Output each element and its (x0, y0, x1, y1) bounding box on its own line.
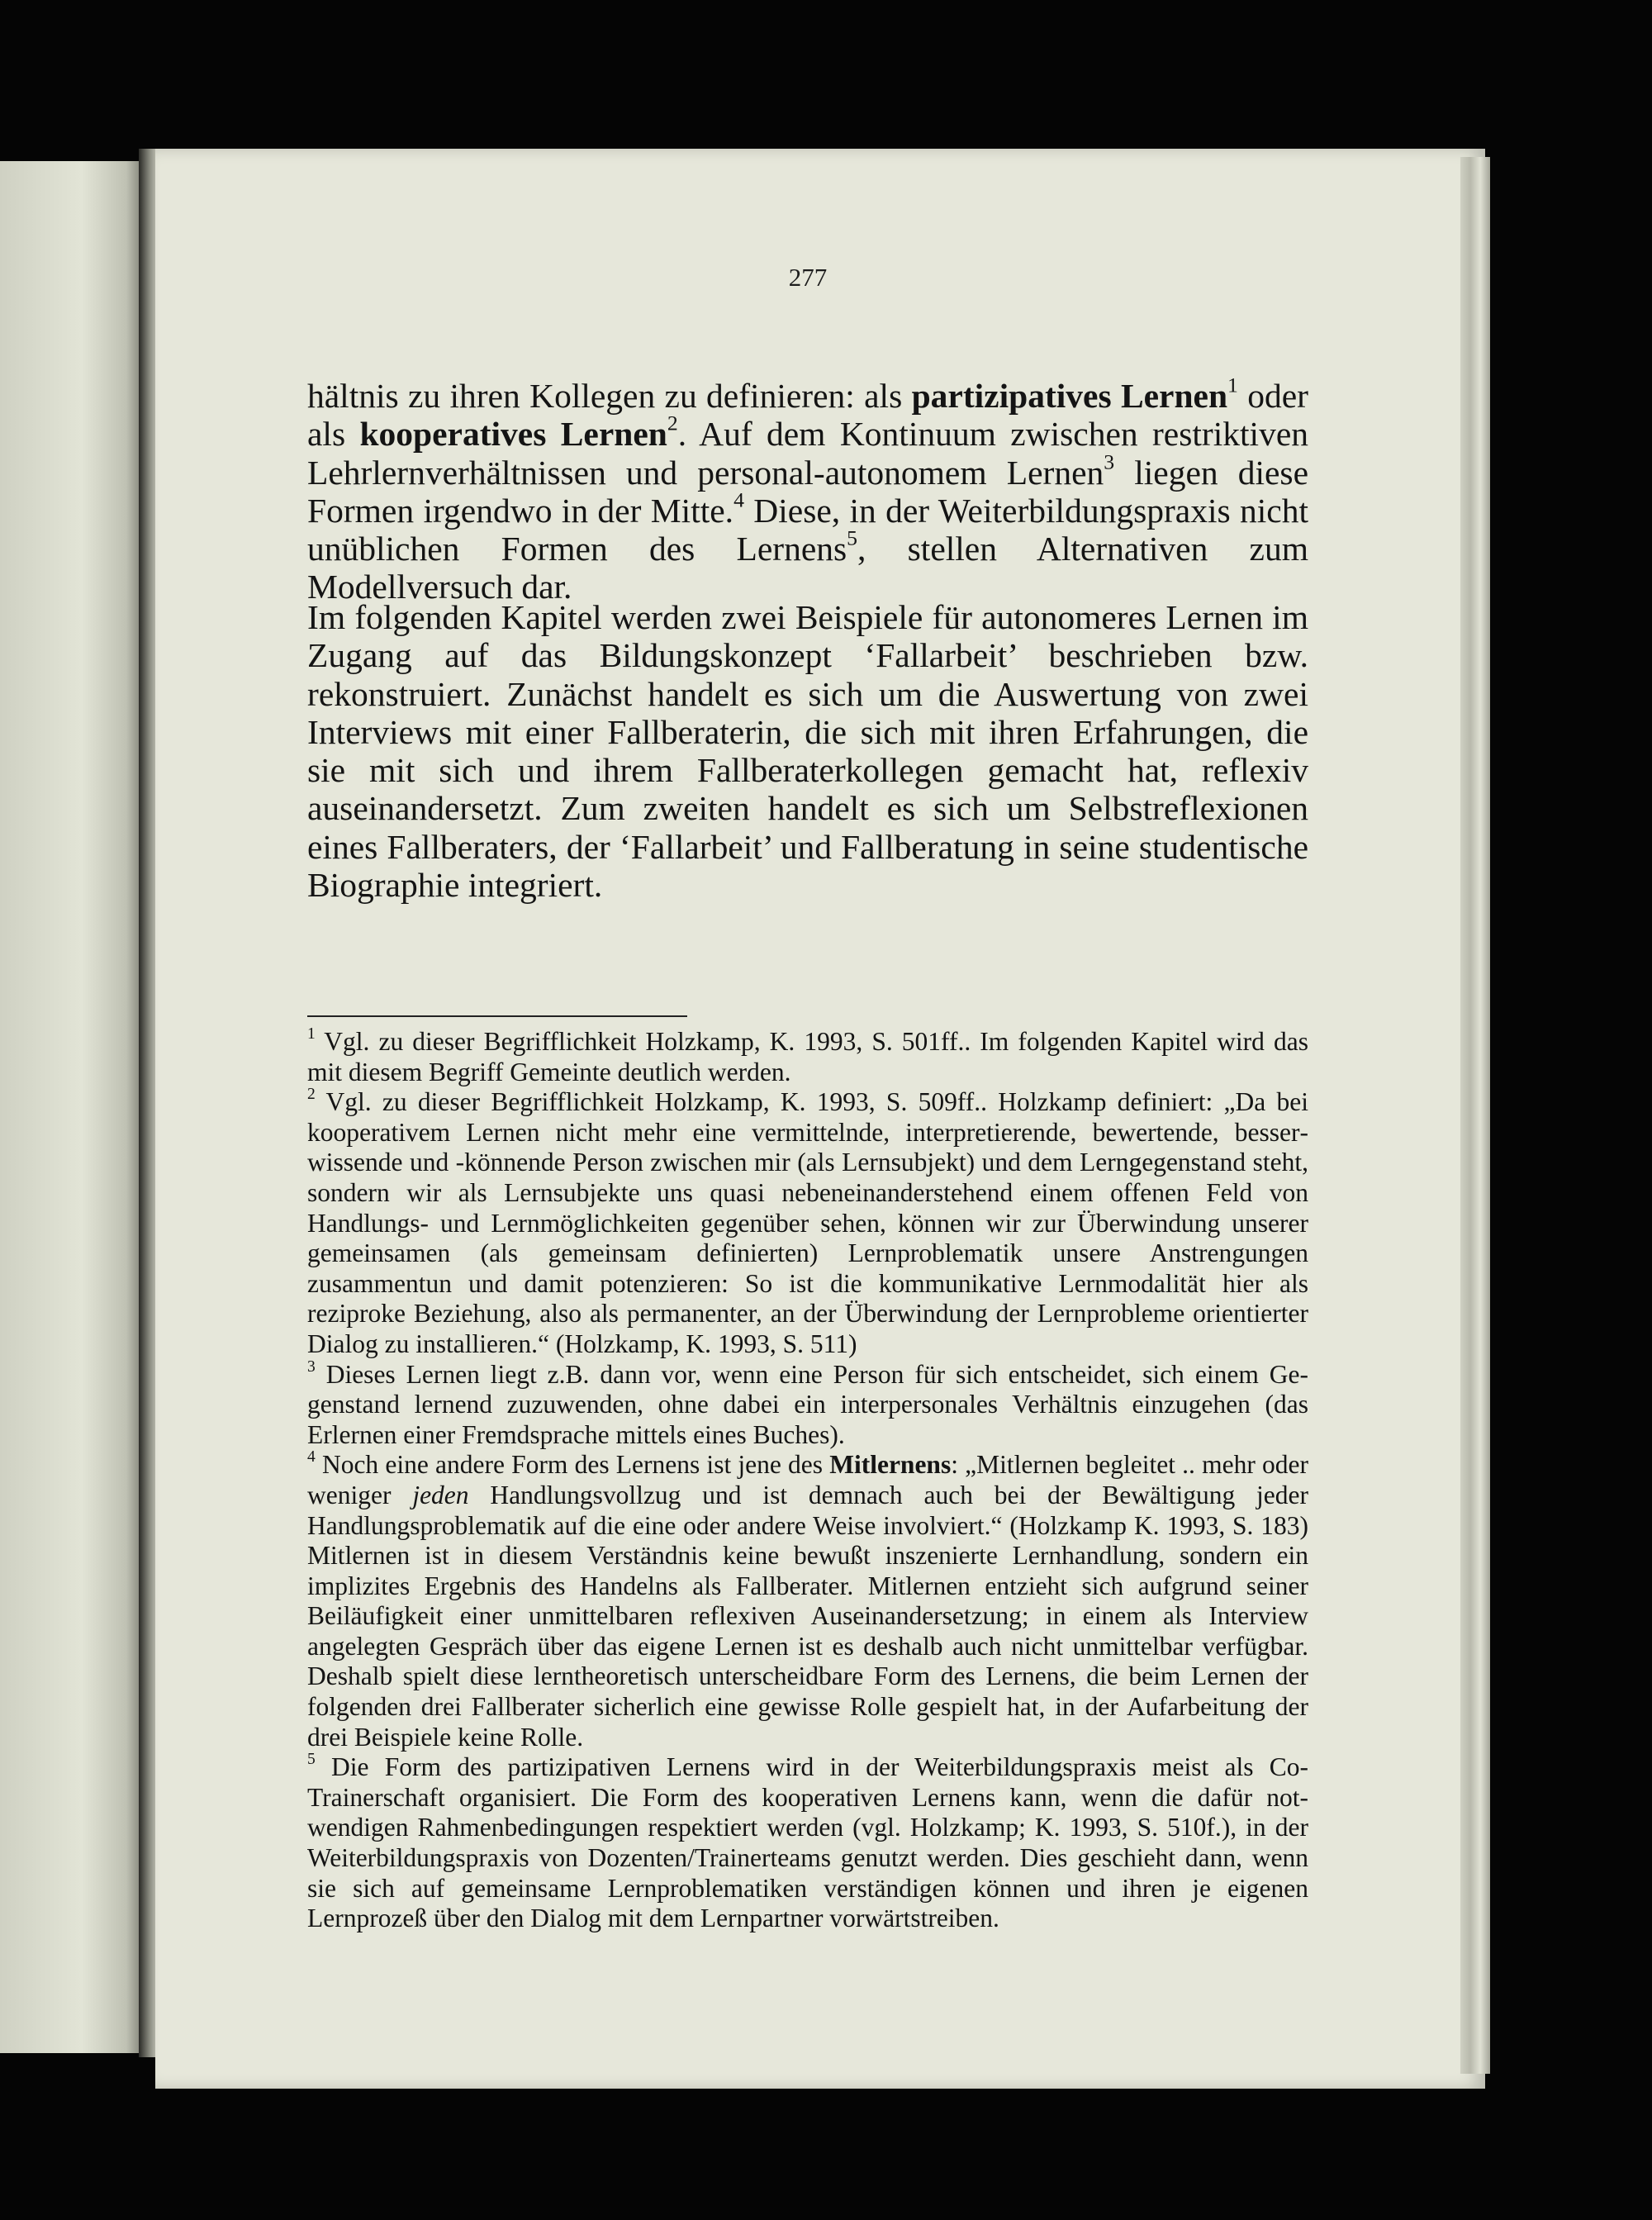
footnote-text: Die Form des partizipativen Lernens wird in der Weiterbildungspraxis meist als Co-Trainerschaft organisiert. Die Form des kooperativen Lernens kann, wenn die dafür notwendigen Rahmenbedingungen respektiert werden (vgl. Holzkamp; K. 1993, S. 510f.), in der Weiterbildungspraxis von Dozenten/Trainerteams genutzt werden. Dies geschieht dann, wenn sie sich auf gemeinsame Lernproblematiken verständigen können und ihren je eigenen Lernprozeß über den Dialog mit dem Lernpartner vorwärtstreiben. (307, 1752, 1308, 1933)
page-number: 277 (788, 263, 828, 292)
footnote-ref-2: 2 (667, 411, 678, 435)
footnote-4 (307, 1450, 1308, 1752)
text-run: liegen diese Formen irgendwo in der Mitte. (307, 453, 1308, 530)
footnote-3 (307, 1357, 1308, 1451)
footnote-ref-3: 3 (1104, 449, 1115, 474)
page-stack-edge (1460, 157, 1490, 2074)
footnote-ref-1: 1 (1227, 373, 1238, 397)
emphasis-jeden: jeden (412, 1480, 469, 1509)
footnote-1 (307, 1024, 1308, 1087)
footnote-divider (307, 1015, 687, 1017)
footnote-text: : „Mitlernen begleitet .. mehr oder weniger (307, 1450, 1309, 1509)
footnote-2 (307, 1087, 1308, 1359)
term-mitlernen: Mitlernens (829, 1450, 952, 1480)
text-run: . Auf dem Kontinuum zwischen restriktiven Lehrlernverhältnissen und personal-autonomem Lernen (307, 415, 1308, 492)
text-run: hältnis zu ihren Kollegen zu definieren: als (307, 377, 912, 415)
body-paragraph-1 (307, 373, 1308, 606)
footnote-text: Vgl. zu dieser Begrifflichkeit Holzkamp, K. 1993, S. 501ff.. Im folgenden Kapitel wird das mit diesem Begriff Gemeinte deutlich werden. (307, 1027, 1308, 1086)
term-participatory-learning: partizipatives Lernen (911, 377, 1228, 415)
footnote-text: Dieses Lernen liegt z.B. dann vor, wenn eine Person für sich entscheidet, sich einem Gegenstand lernend zuzuwenden, ohne dabei ein interpersonales Verhältnis einzugehen (das Erlernen einer Fremdsprache mittels eines Buches). (307, 1359, 1308, 1449)
footnote-ref-4: 4 (733, 487, 744, 512)
text-run: oder als (307, 377, 1308, 454)
footnote-number: 5 (307, 1751, 316, 1769)
footnote-number: 2 (307, 1086, 316, 1104)
footnote-number: 4 (307, 1448, 316, 1467)
footnote-text: Vgl. zu dieser Begrifflichkeit Holzkamp, K. 1993, S. 509ff.. Holzkamp definiert: „Da bei kooperativem Lernen nicht mehr eine vermittelnde, interpretierende, bewertende, besserwissende und -könnende Person zwischen mir (als Lernsubjekt) und dem Lerngegenstand steht, sondern wir als Lernsubjekte uns quasi nebeneinanderstehend einem offenen Feld von Handlungs- und Lernmöglichkeiten gegenüber sehen, können wir zur Überwindung unserer gemeinsamen (als gemeinsam definierten) Lernproblematik unsere Anstrengungen zusammentun und damit potenzieren: So ist die kommunikative Lernmodalität hier als reziproke Beziehung, also als permanenter, an der Überwindung der Lernprobleme orientierter Dialog zu installieren.“ (Holzkamp, K. 1993, S. 511) (307, 1087, 1308, 1358)
footnote-5 (307, 1752, 1308, 1934)
footnote-number: 1 (307, 1024, 316, 1043)
body-paragraph-2: Im folgenden Kapitel werden zwei Beispiele für autonomeres Lernen im Zugang auf das Bildungskonzept ‘Fallarbeit’ beschrieben bzw. rekonstruiert. Zunächst handelt es sich um die Auswertung von zwei Interviews mit einer Fallberaterin, die sich mit ihren Erfahrungen, die sie mit sich und ihrem Fallberaterkollegen gemacht hat, reflexiv auseinandersetzt. Zum zweiten handelt es sich um Selbstreflexionen eines Fallberaters, der ‘Fallarbeit’ und Fallberatung in seine studentische Biographie integriert. (307, 598, 1308, 905)
left-page-edge (0, 161, 149, 2053)
footnote-ref-5: 5 (847, 525, 858, 550)
text-run: , stellen Alternativen zum Modellversuch dar. (307, 530, 1308, 606)
text-run: Diese, in der Weiterbildungspraxis nicht unüblichen Formen des Lernens (307, 491, 1308, 568)
footnote-number: 3 (307, 1357, 316, 1376)
term-cooperative-learning: kooperatives Lernen (359, 415, 667, 454)
footnotes (307, 1024, 1309, 1934)
footnote-text: Handlungsvollzug und ist demnach auch bei der Bewältigung jeder Handlungsproblematik auf die eine oder andere Weise involviert.“ (Holzkamp K. 1993, S. 183) Mitlernen ist in diesem Verständnis keine bewußt inszenierte Lernhandlung, sondern ein implizites Ergebnis des Handelns als Fallberater. Mitlernen entzieht sich aufgrund seiner Beiläufigkeit einer unmittelbaren reflexiven Auseinandersetzung; in einem als Interview angelegten Gespräch über das eigene Lernen ist es deshalb auch nicht unmittelbar verfügbar. Deshalb spielt diese lerntheoretisch unterscheidbare Form des Lernens, die beim Lernen der folgenden drei Fallberater sicherlich eine gewisse Rolle gespielt hat, in der Aufarbeitung der drei Beispiele keine Rolle. (307, 1480, 1309, 1752)
footnote-text: Noch eine andere Form des Lernens ist jene des (315, 1450, 830, 1480)
